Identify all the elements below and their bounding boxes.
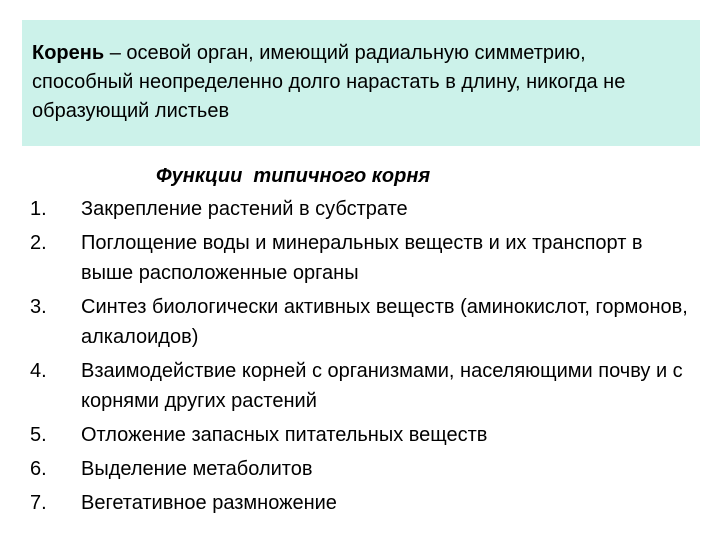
functions-title: Функции типичного корня (156, 165, 431, 187)
functions-list (30, 194, 700, 522)
item-text: Отложение запасных питательных веществ (81, 424, 488, 446)
definition-term: Корень (32, 42, 105, 64)
definition-box (22, 20, 700, 146)
list-item (30, 454, 700, 484)
list-item (30, 488, 700, 518)
item-text: Закрепление растений в субстрате (81, 198, 408, 220)
list-item (30, 194, 700, 224)
list-item (30, 420, 700, 450)
list-item (30, 292, 700, 352)
item-number: 4. (30, 360, 47, 382)
item-number: 3. (30, 296, 47, 318)
item-text: Синтез биологически активных веществ (аминокислот, гормонов, алкалоидов) (81, 296, 688, 348)
item-number: 1. (30, 198, 47, 220)
item-number: 2. (30, 232, 47, 254)
item-text: Вегетативное размножение (81, 492, 337, 514)
definition-text: – осевой орган, имеющий радиальную симметрию, способный неопределенно долго нарастать в длину, никогда не образующий листьев (32, 42, 626, 122)
item-number: 7. (30, 492, 47, 514)
list-item (30, 228, 700, 288)
item-number: 5. (30, 424, 47, 446)
item-text: Взаимодействие корней с организмами, населяющими почву и с корнями других растений (81, 360, 683, 412)
item-text: Выделение метаболитов (81, 458, 313, 480)
list-item (30, 356, 700, 416)
item-number: 6. (30, 458, 47, 480)
item-text: Поглощение воды и минеральных веществ и их транспорт в выше расположенные органы (81, 232, 643, 284)
